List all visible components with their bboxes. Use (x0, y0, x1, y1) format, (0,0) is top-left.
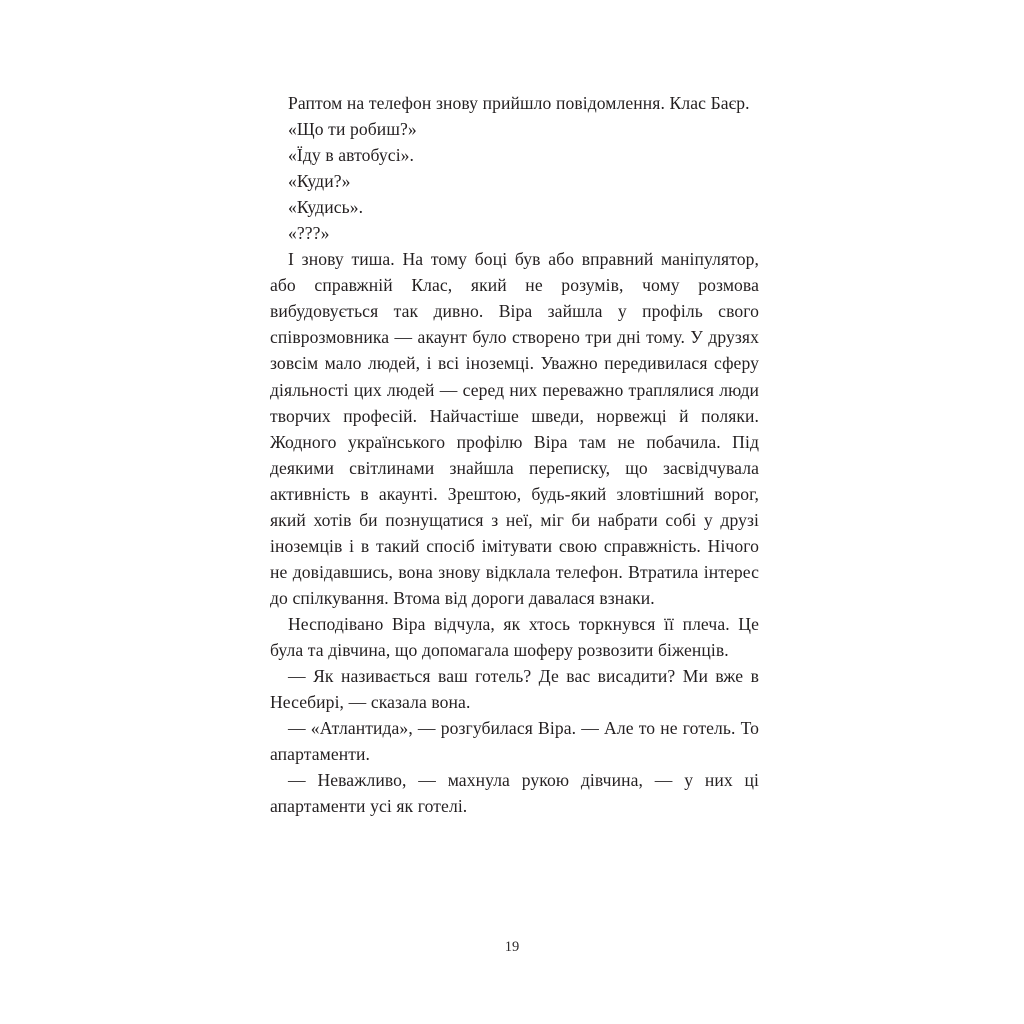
page-number: 19 (504, 939, 520, 955)
paragraph: Раптом на телефон знову прийшло повідомлення. Клас Баєр. (288, 93, 750, 113)
paragraph: «???» (288, 223, 330, 244)
paragraph: «Кудись». (288, 197, 364, 218)
paragraph: І знову тиша. На тому боці був або вправний маніпулятор, або справжній Клас, який не розумів, чому розмова вибудовується так дивно. Віра зайшла у профіль свого співрозмовника — акаунт було створено три дні тому. У друзях зовсім мало людей, і всі іноземці. Уважно передивилася сферу діяльності цих людей — серед них переважно траплялися люди творчих професій. Найчастіше шведи, норвежці й поляки. Жодного українського профілю Віра там не побачила. Під деякими світлинами знайшла переписку, що засвідчувала активність в акаунті. Зрештою, будь-який зловтішний ворог, який хотів би познущатися з неї, міг би набрати собі у друзі іноземців і в такий спосіб імітувати свою справжність. Нічого не довідавшись, вона знову відклала телефон. Втратила інтерес до спілкування. Втома від дороги давалася взнаки. (270, 249, 759, 608)
body-text-column (270, 90, 759, 819)
paragraph: «Їду в автобусі». (288, 145, 415, 166)
paragraph: «Куди?» (288, 171, 351, 192)
paragraph: — Як називається ваш готель? Де вас висадити? Ми вже в Несебирі, — сказала вона. (270, 666, 759, 713)
paragraph: — Неважливо, — махнула рукою дівчина, — у них ці апартаменти усі як готелі. (270, 770, 759, 817)
paragraph: — «Атлантида», — розгубилася Віра. — Але то не готель. То апартаменти. (270, 718, 759, 765)
paragraph: Несподівано Віра відчула, як хтось торкнувся її плеча. Це була та дівчина, що допомагала шоферу розвозити біженців. (270, 613, 759, 660)
paragraph: «Що ти робиш?» (288, 119, 417, 140)
